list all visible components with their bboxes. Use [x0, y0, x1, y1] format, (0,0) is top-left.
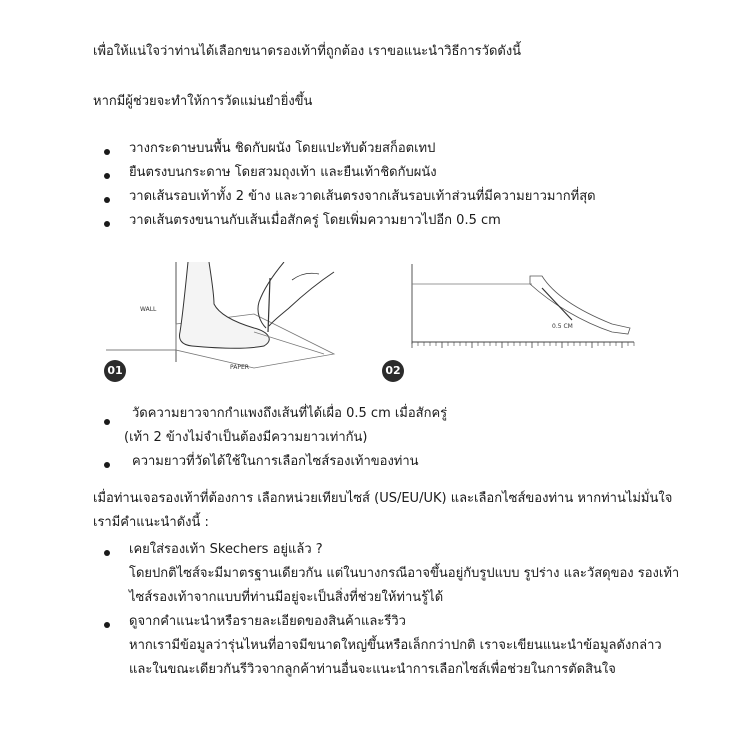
figure-1-badge: 01 [104, 360, 126, 382]
step-1: วางกระดาษบนพื้น ชิดกับผนัง โดยแปะทับด้วยสก็อตเทป [129, 141, 436, 156]
figure-foot-on-paper [104, 262, 364, 384]
bullet-dot [104, 462, 110, 468]
bullet-dot [104, 550, 110, 556]
paper-label: PAPER [230, 364, 249, 371]
advice-line-2: เรามีคำแนะนำดังนี้ : [93, 515, 209, 530]
wall-label: WALL [140, 306, 157, 313]
step-4: วาดเส้นตรงขนานกับเส้นเมื่อสักครู่ โดยเพิ่มความยาวไปอีก 0.5 cm [129, 213, 501, 228]
measure-item-1: วัดความยาวจากกำแพงถึงเส้นที่ได้เผื่อ 0.5 cm เมื่อสักครู่ [132, 406, 448, 421]
foot-illustration [104, 262, 364, 384]
advice-bullet-1-line-1: โดยปกติไซส์จะมีมาตรฐานเดียวกัน แต่ในบางกรณีอาจขึ้นอยู่กับรูปแบบ รูปร่าง และวัสดุของ รองเท้า [129, 566, 680, 581]
figure-2-badge: 02 [382, 360, 404, 382]
advice-bullet-1-title: เคยใส่รองเท้า Skechers อยู่แล้ว ? [129, 542, 323, 557]
advice-bullet-1-line-2: ไซส์รองเท้าจากแบบที่ท่านมีอยู่จะเป็นสิ่งที่ช่วยให้ท่านรู้ได้ [129, 590, 444, 605]
ruler-ticks [412, 342, 634, 348]
step-3: วาดเส้นรอบเท้าทั้ง 2 ข้าง และวาดเส้นตรงจากเส้นรอบเท้าส่วนที่มีความยาวมากที่สุด [129, 189, 596, 204]
intro-line-1: เพื่อให้แน่ใจว่าท่านได้เลือกขนาดรองเท้าที่ถูกต้อง เราขอแนะนำวิธีการวัดดังนี้ [93, 44, 522, 59]
measure-item-1-note: (เท้า 2 ข้างไม่จำเป็นต้องมีความยาวเท่ากัน) [124, 430, 368, 445]
advice-bullet-2-line-2: และในขณะเดียวกันรีวิวจากลูกค้าท่านอื่นจะแนะนำการเลือกไซส์เพื่อช่วยในการตัดสินใจ [129, 662, 616, 677]
bullet-dot [104, 173, 110, 179]
figure-ruler-measure [382, 262, 642, 384]
measure-item-2: ความยาวที่วัดได้ใช้ในการเลือกไซส์รองเท้าของท่าน [132, 454, 419, 469]
ruler-illustration [382, 262, 642, 384]
bullet-dot [104, 149, 110, 155]
bullet-dot [104, 622, 110, 628]
advice-line-1: เมื่อท่านเจอรองเท้าที่ต้องการ เลือกหน่วยเทียบไซส์ (US/EU/UK) และเลือกไซส์ของท่าน หากท่านไม่มั่นใจ [93, 491, 673, 506]
intro-line-2: หากมีผู้ช่วยจะทำให้การวัดแม่นยำยิ่งขึ้น [93, 94, 313, 109]
bullet-dot [104, 197, 110, 203]
step-2: ยืนตรงบนกระดาษ โดยสวมถุงเท้า และยืนเท้าชิดกับผนัง [129, 165, 437, 180]
advice-bullet-2-title: ดูจากคำแนะนำหรือรายละเอียดของสินค้าและรีวิว [129, 614, 406, 629]
bullet-dot [104, 419, 110, 425]
bullet-dot [104, 221, 110, 227]
advice-bullet-2-line-1: หากเรามีข้อมูลว่ารุ่นไหนที่อาจมีขนาดใหญ่ขึ้นหรือเล็กกว่าปกติ เราจะเขียนแนะนำข้อมูลดังกล่าว [129, 638, 662, 653]
measure-label: 0.5 CM [552, 323, 573, 330]
